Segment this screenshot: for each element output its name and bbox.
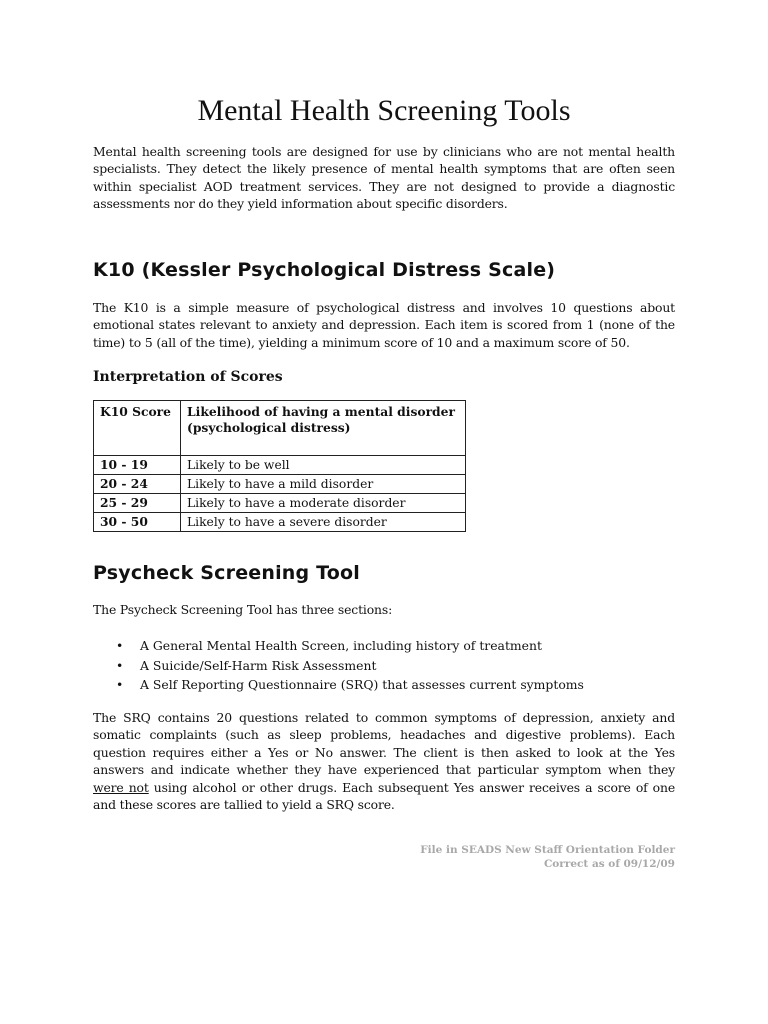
table-row — [94, 475, 466, 494]
psycheck-heading: Psycheck Screening Tool — [93, 562, 361, 584]
score-range-cell: 10 - 19 — [94, 456, 181, 475]
srq-paragraph — [93, 709, 675, 813]
page-title: Mental Health Screening Tools — [197, 94, 571, 127]
likelihood-cell: Likely to have a moderate disorder — [181, 494, 466, 513]
psycheck-sections-list — [93, 636, 584, 695]
bullet-icon: • — [116, 677, 124, 692]
srq-text-part2: using alcohol or other drugs. Each subsequent Yes answer receives a score of one and these scores are tallied to yield a SRQ score. — [93, 779, 676, 813]
list-item-text: A General Mental Health Screen, including history of treatment — [140, 638, 542, 653]
likelihood-cell: Likely to be well — [181, 456, 466, 475]
score-range-cell: 30 - 50 — [94, 513, 181, 532]
likelihood-cell: Likely to have a mild disorder — [181, 475, 466, 494]
k10-description: The K10 is a simple measure of psychological distress and involves 10 questions about emotional states relevant to anxiety and depression. Each item is scored from 1 (none of the time) to 5 (all of the time), yielding a minimum score of 10 and a maximum score of 50. — [93, 300, 675, 350]
list-item — [93, 675, 584, 695]
k10-score-table — [93, 400, 466, 532]
srq-text-part1: The SRQ contains 20 questions related to common symptoms of depression, anxiety and somatic complaints (such as sleep problems, headaches and digestive problems). Each question requires either a Yes or No answer. The client is then asked to look at the Yes answers and indicate whether they have experienced that particular symptom when they — [93, 710, 675, 778]
list-item — [93, 656, 584, 676]
psycheck-intro: The Psycheck Screening Tool has three sections: — [93, 602, 393, 617]
bullet-icon: • — [116, 638, 124, 653]
k10-heading: K10 (Kessler Psychological Distress Scale) — [93, 259, 556, 281]
column-header-likelihood: Likelihood of having a mental disorder (psychological distress) — [181, 401, 466, 456]
list-item-text: A Self Reporting Questionnaire (SRQ) that assesses current symptoms — [140, 677, 584, 692]
footer-note — [420, 843, 675, 871]
list-item-text: A Suicide/Self-Harm Risk Assessment — [140, 657, 377, 673]
table-row — [94, 513, 466, 532]
list-item — [93, 636, 584, 656]
footer-line-date: Correct as of 09/12/09 — [543, 858, 675, 870]
table-row — [94, 494, 466, 513]
table-row — [94, 456, 466, 475]
bullet-icon: • — [116, 657, 124, 673]
table-header-row — [94, 401, 466, 456]
score-range-cell: 20 - 24 — [94, 475, 181, 494]
column-header-score: K10 Score — [94, 401, 181, 456]
score-range-cell: 25 - 29 — [94, 494, 181, 513]
intro-paragraph: Mental health screening tools are designed for use by clinicians who are not mental health specialists. They detect the likely presence of mental health symptoms that are often seen within specialist AOD treatment services. They are not designed to provide a diagnostic assessments nor do they yield information about specific disorders. — [93, 144, 675, 212]
interpretation-heading: Interpretation of Scores — [93, 369, 283, 385]
likelihood-cell: Likely to have a severe disorder — [181, 513, 466, 532]
srq-underlined-text: were not — [93, 779, 149, 795]
footer-line-folder: File in SEADS New Staff Orientation Folder — [420, 844, 675, 856]
